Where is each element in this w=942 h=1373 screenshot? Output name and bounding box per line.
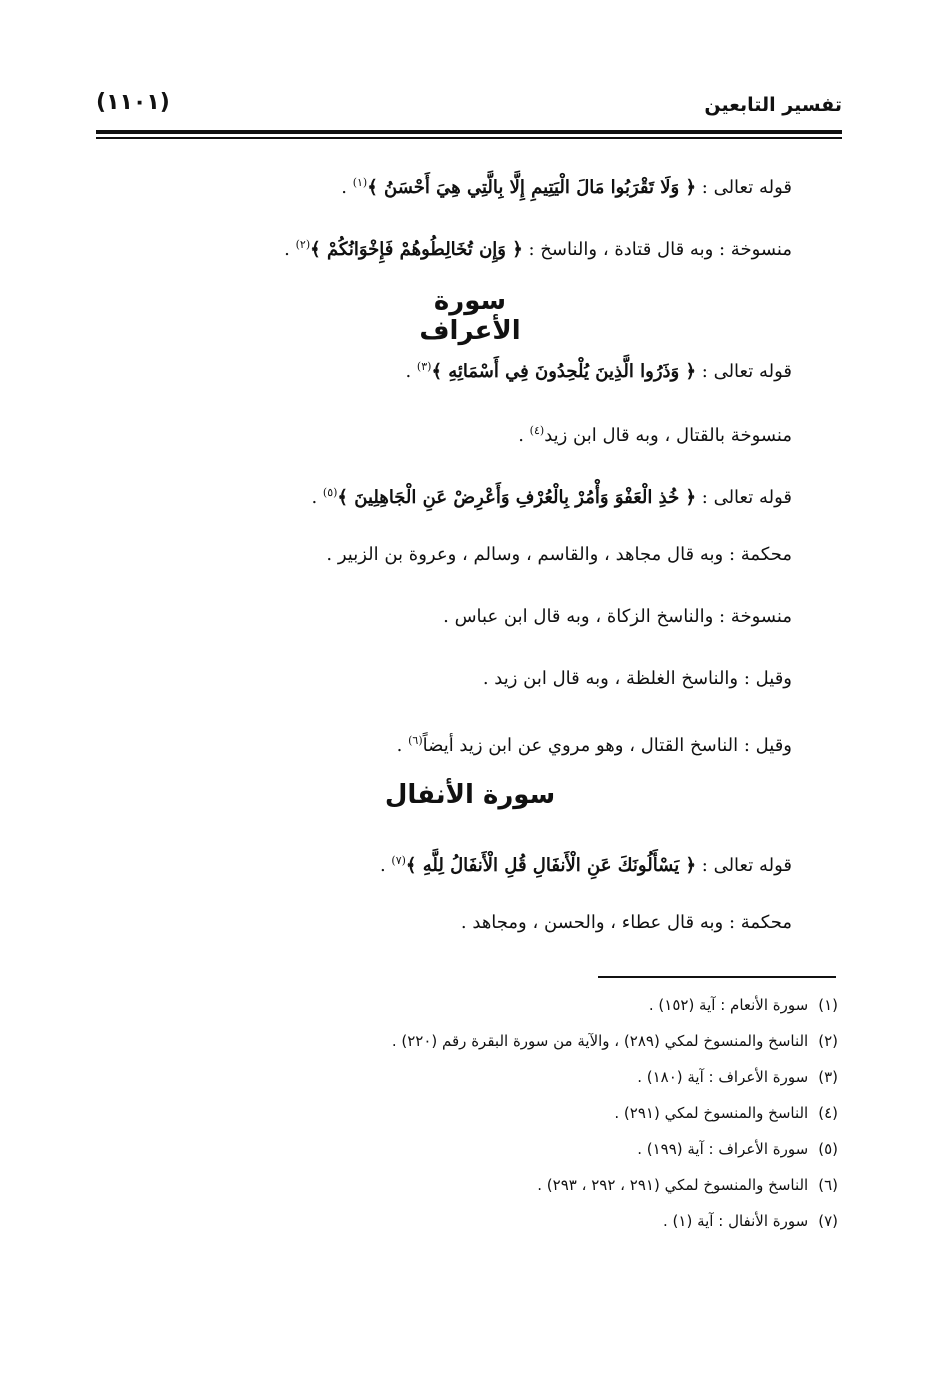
text-line	[152, 230, 792, 265]
footnote	[278, 1066, 838, 1088]
text-line	[152, 540, 792, 570]
footnote-marker: (٢)	[295, 238, 311, 251]
footnote-number: (٦)	[818, 1176, 838, 1194]
footnote	[278, 1102, 838, 1124]
line-prefix: قوله تعالى :	[696, 361, 792, 382]
footnote	[278, 1030, 838, 1052]
line-prefix: منسوخة بالقتال ، وبه قال ابن زيد	[544, 425, 792, 446]
footnote-number: (٧)	[818, 1212, 838, 1230]
footnote-text: الناسخ والمنسوخ لمكي (٢٩١ ، ٢٩٢ ، ٢٩٣) .	[537, 1176, 809, 1194]
text-line	[152, 416, 792, 451]
line-suffix: .	[341, 177, 353, 198]
line-prefix: قوله تعالى :	[696, 177, 792, 198]
text-line	[152, 168, 792, 203]
surah-heading: سورة الأنفال	[384, 780, 556, 810]
line-suffix: .	[284, 239, 296, 260]
footnote-text: الناسخ والمنسوخ لمكي (٢٩١) .	[614, 1104, 809, 1122]
footnote-number: (٣)	[818, 1068, 838, 1086]
footnote-marker: (٥)	[322, 486, 338, 499]
quran-verse: ﴿ يَسْأَلُونَكَ عَنِ الْأَنفَالِ قُلِ الْأَنفَالُ لِلَّهِ ﴾	[405, 855, 697, 876]
text-line	[152, 478, 792, 513]
line-suffix: .	[396, 735, 409, 756]
line-suffix: .	[311, 487, 323, 508]
footnote-marker: (٣)	[416, 360, 432, 373]
footnote-marker: (٤)	[529, 424, 545, 437]
footnote-marker: (٦)	[408, 734, 423, 747]
line-prefix: وقيل : الناسخ القتال ، وهو مروي عن ابن زيد أيضاً	[422, 735, 792, 756]
text-line	[152, 908, 792, 938]
footnote-marker: (١)	[352, 176, 368, 189]
quran-verse: ﴿ وَذَرُوا الَّذِينَ يُلْحِدُونَ فِي أَسْمَائِهِ ﴾	[431, 361, 697, 382]
text-line	[152, 664, 792, 694]
footnote	[278, 994, 838, 1016]
footnote	[278, 1138, 838, 1160]
footnote-number: (٤)	[818, 1104, 838, 1122]
line-prefix: قوله تعالى :	[696, 487, 792, 508]
line-prefix: قوله تعالى :	[696, 855, 792, 876]
quran-verse: ﴿ خُذِ الْعَفْوَ وَأْمُرْ بِالْعُرْفِ وَأَعْرِضْ عَنِ الْجَاهِلِينَ ﴾	[337, 487, 697, 508]
footnote	[278, 1174, 838, 1196]
footnote-number: (١)	[818, 996, 838, 1014]
line-suffix: .	[405, 361, 417, 382]
footnote	[278, 1210, 838, 1232]
footnote-text: الناسخ والمنسوخ لمكي (٢٨٩) ، والآية من سورة البقرة رقم (٢٢٠) .	[391, 1032, 809, 1050]
line-prefix: محكمة : وبه قال عطاء ، والحسن ، ومجاهد .	[460, 912, 792, 933]
footnote-text: سورة الأنعام : آية (١٥٢) .	[648, 996, 809, 1014]
line-suffix: .	[379, 855, 392, 876]
header-rule-thick	[96, 130, 842, 134]
page-number: (١١٠١)	[96, 90, 170, 115]
book-title: تفسير التابعين	[704, 94, 842, 116]
footnote-marker: (٧)	[391, 854, 406, 867]
line-suffix: .	[518, 425, 530, 446]
surah-heading: سورة الأعراف	[419, 286, 521, 346]
text-line	[152, 726, 792, 761]
line-prefix: وقيل : والناسخ الغلظة ، وبه قال ابن زيد .	[482, 668, 792, 689]
quran-verse: ﴿ وَلَا تَقْرَبُوا مَالَ الْيَتِيمِ إِلَّا بِالَّتِي هِيَ أَحْسَنُ ﴾	[367, 177, 697, 198]
line-prefix: منسوخة : والناسخ الزكاة ، وبه قال ابن عباس .	[443, 606, 792, 627]
footnote-separator	[598, 976, 836, 978]
line-prefix: منسوخة : وبه قال قتادة ، والناسخ :	[522, 239, 792, 260]
footnote-text: سورة الأعراف : آية (١٩٩) .	[637, 1140, 809, 1158]
text-line	[152, 602, 792, 632]
text-line	[152, 352, 792, 387]
footnote-text: سورة الأعراف : آية (١٨٠) .	[637, 1068, 809, 1086]
footnote-text: سورة الأنفال : آية (١) .	[663, 1212, 809, 1230]
footnote-number: (٥)	[818, 1140, 838, 1158]
header-rule-thin	[96, 137, 842, 139]
text-line	[152, 846, 792, 881]
quran-verse: ﴿ وَإِن تُخَالِطُوهُمْ فَإِخْوَانُكُمْ ﴾	[310, 239, 523, 260]
page-header	[96, 88, 842, 128]
line-prefix: محكمة : وبه قال مجاهد ، والقاسم ، وسالم ، وعروة بن الزبير .	[326, 544, 792, 565]
footnote-number: (٢)	[818, 1032, 838, 1050]
